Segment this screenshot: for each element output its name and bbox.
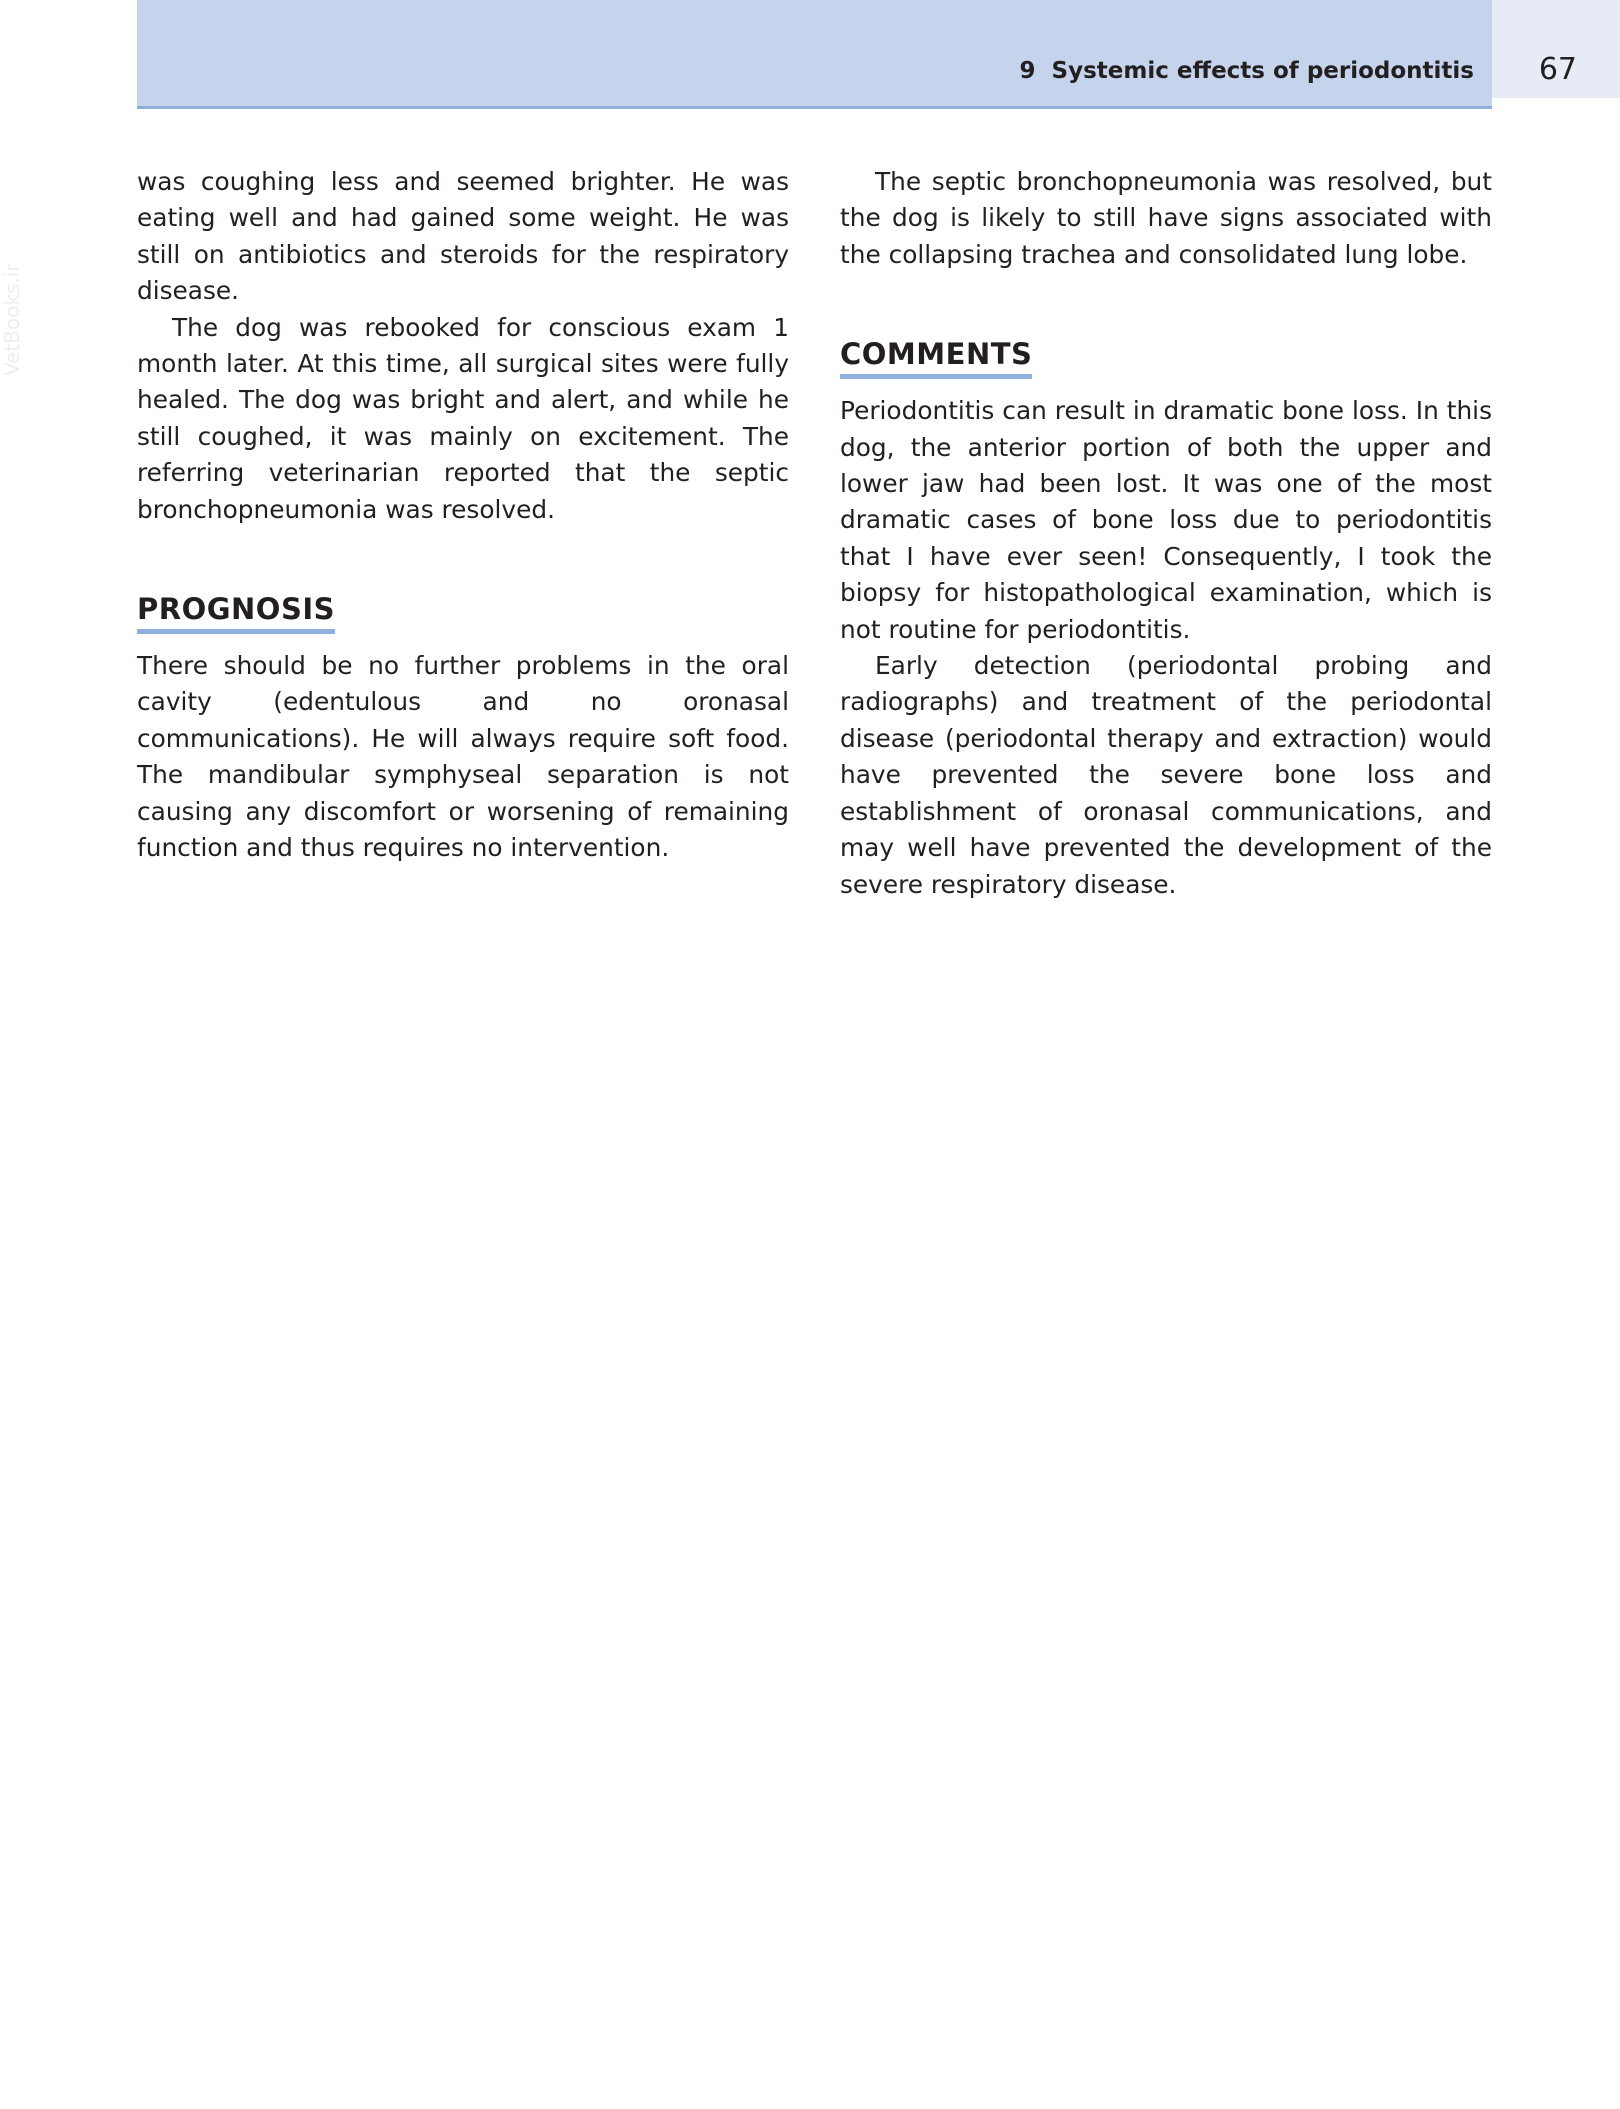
body-paragraph: There should be no further problems in the oral cavity (edentulous and no oronasal communications). He will always require soft food. The mandibular symphyseal separation is not causing any discomfort or worsening of remaining function and thus requires no intervention. bbox=[137, 651, 789, 863]
chapter-title: Systemic effects of periodontitis bbox=[1051, 58, 1474, 84]
section-heading-prognosis: PROGNOSIS bbox=[137, 590, 335, 634]
comments-heading-block bbox=[840, 335, 1492, 379]
page-number: 67 bbox=[1538, 52, 1577, 87]
section-heading-comments: COMMENTS bbox=[840, 335, 1032, 379]
body-paragraph: The septic bronchopneumonia was resolved, but the dog is likely to still have signs associated with the collapsing trachea and consolidated lung lobe. bbox=[840, 167, 1492, 269]
body-paragraph: Early detection (periodontal probing and radiographs) and treatment of the periodontal disease (periodontal therapy and extraction) would have prevented the severe bone loss and establishment of oronasal communications, and may well have prevented the development of the severe respiratory disease. bbox=[840, 651, 1492, 899]
right-column bbox=[840, 164, 1492, 903]
body-paragraph: Periodontitis can result in dramatic bone loss. In this dog, the anterior portion of both the upper and lower jaw had been lost. It was one of the most dramatic cases of bone loss due to periodontitis that I have ever seen! Consequently, I took the biopsy for histopathological examination, which is not routine for periodontitis. bbox=[840, 396, 1492, 644]
watermark: VetBooks.ir bbox=[0, 263, 24, 377]
body-paragraph: The dog was rebooked for conscious exam 1 month later. At this time, all surgical sites were fully healed. The dog was bright and alert, and while he still coughed, it was mainly on excitement. The referring veterinarian reported that the septic bronchopneumonia was resolved. bbox=[137, 312, 789, 524]
body-paragraph: was coughing less and seemed brighter. He was eating well and had gained some weight. He was still on antibiotics and steroids for the respiratory disease. bbox=[137, 167, 789, 306]
left-column bbox=[137, 164, 789, 867]
prognosis-heading-block bbox=[137, 590, 789, 634]
running-header-band bbox=[137, 0, 1492, 109]
running-head bbox=[1019, 58, 1474, 84]
chapter-number: 9 bbox=[1019, 58, 1036, 84]
